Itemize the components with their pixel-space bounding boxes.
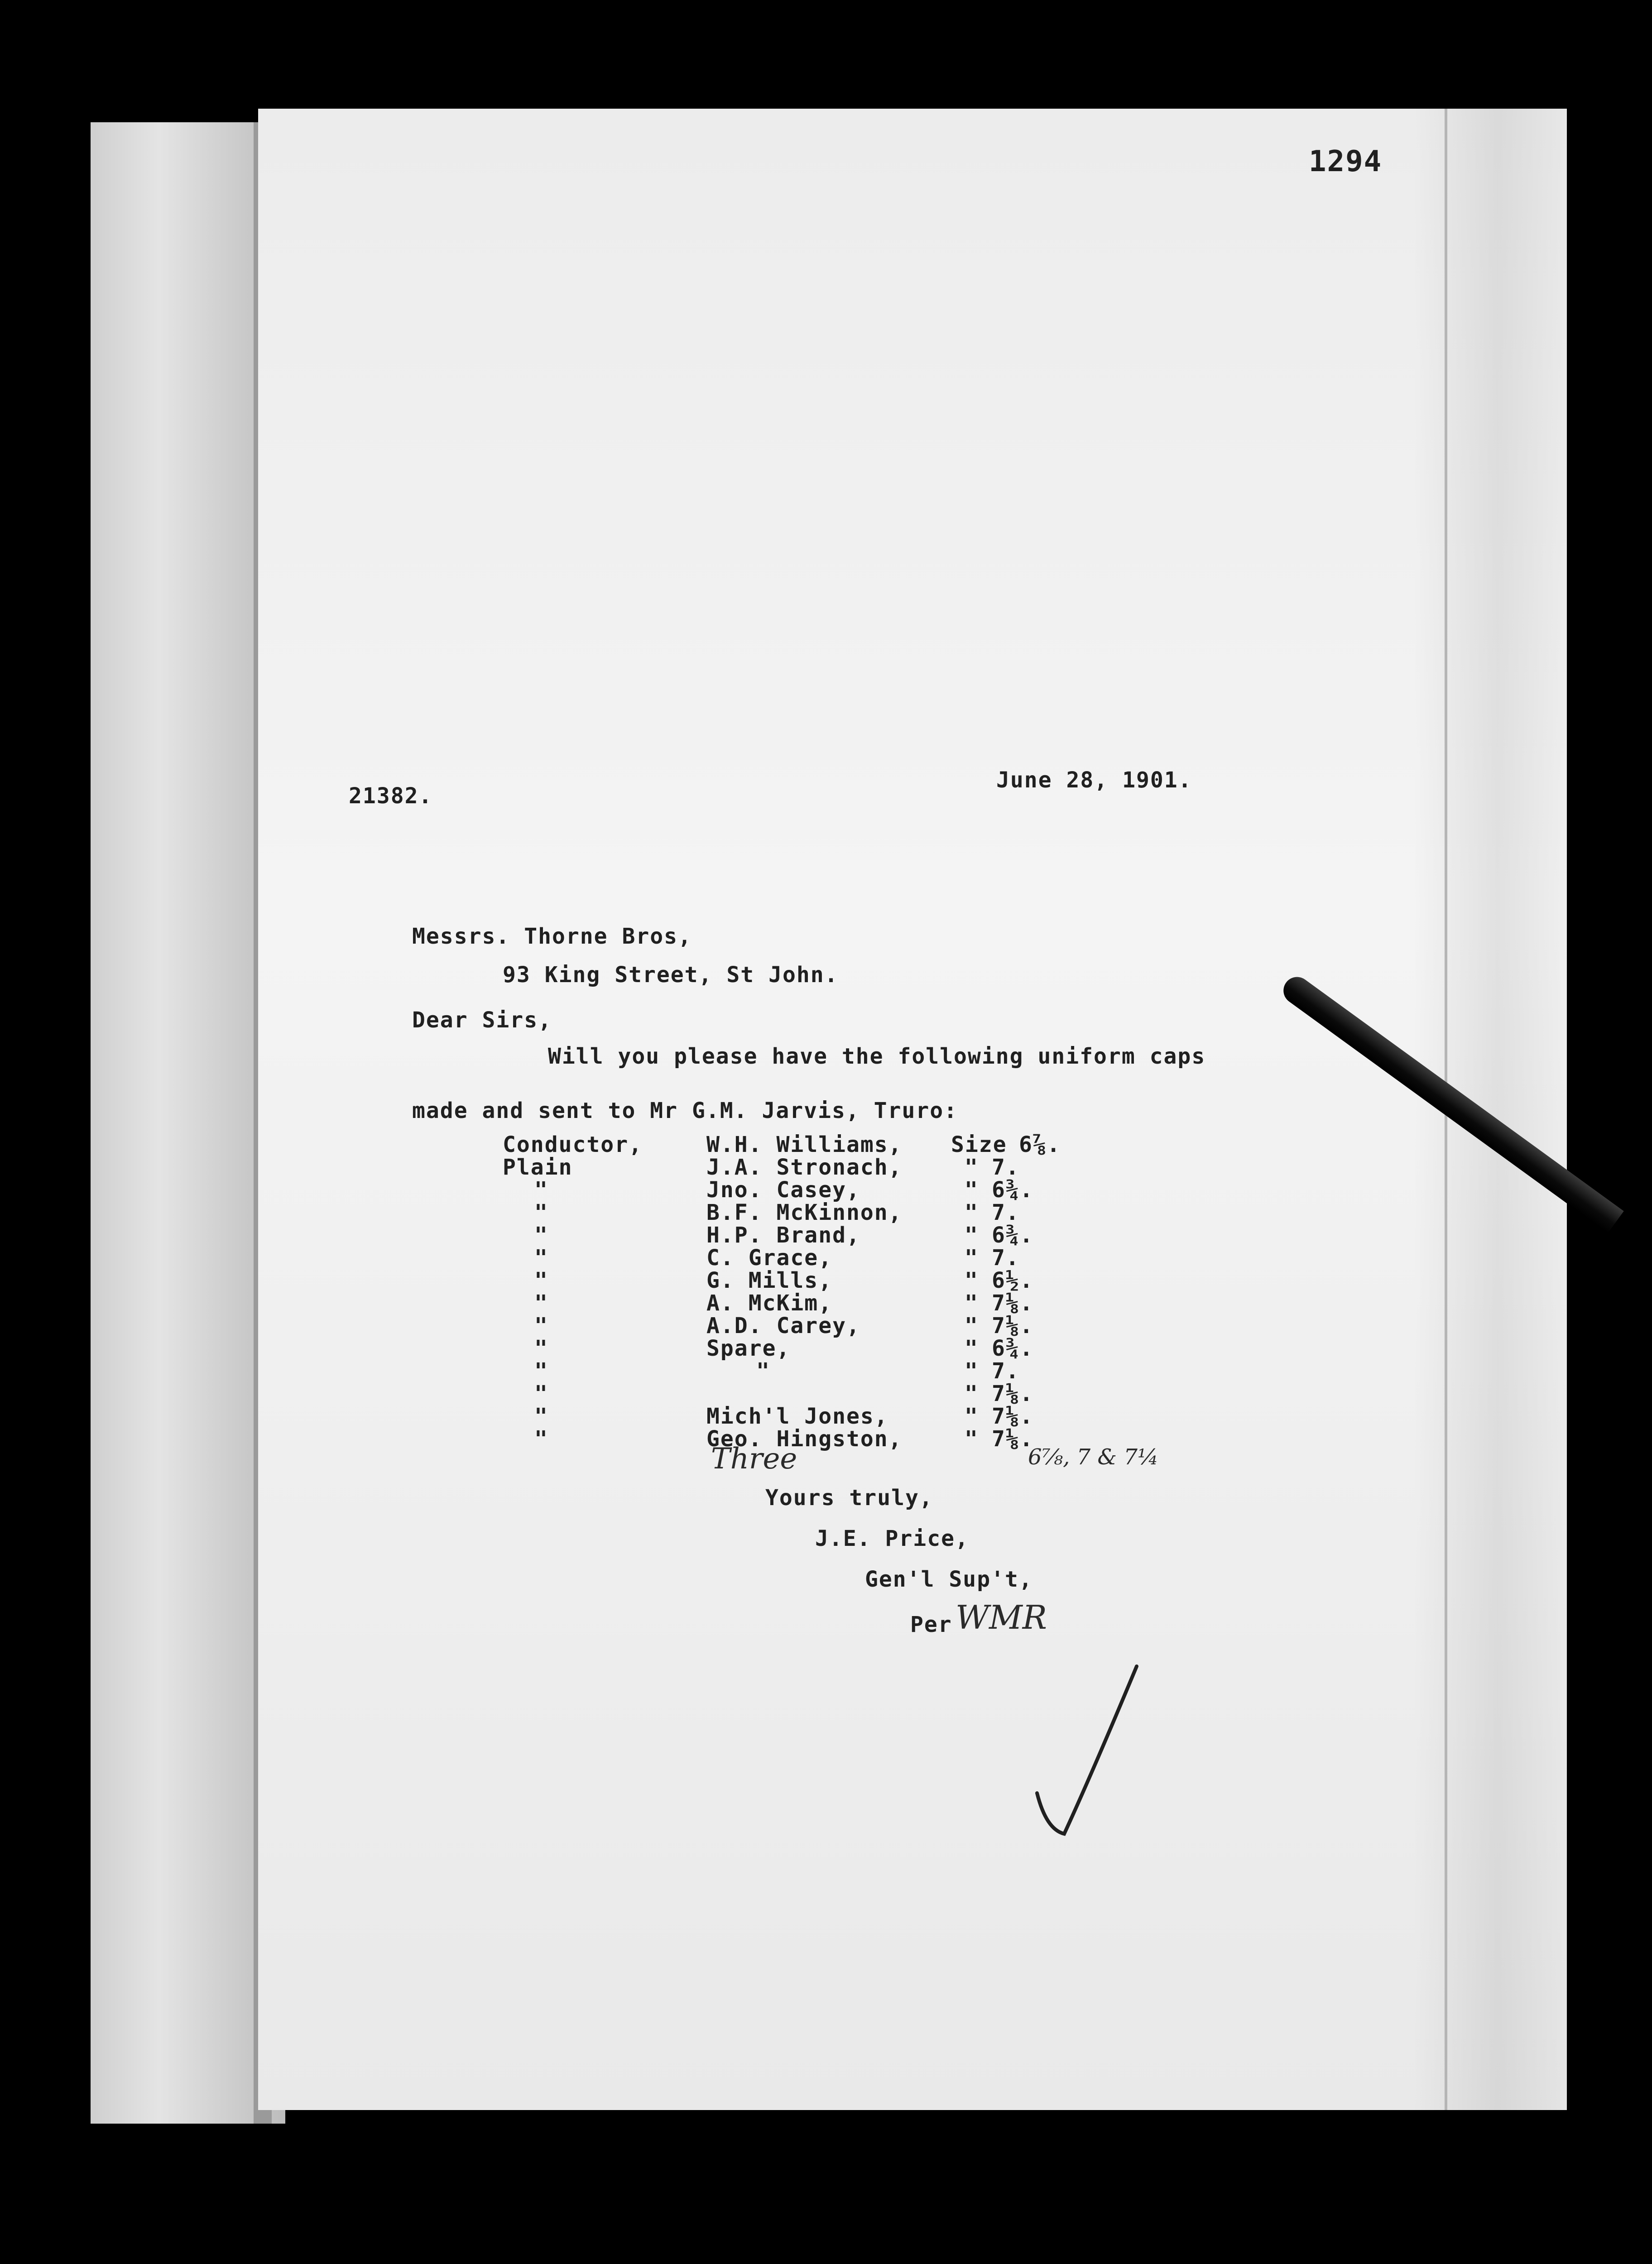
table-cell-left: Plain	[503, 1155, 573, 1180]
table-cell-left: "	[534, 1290, 548, 1316]
table-cell-size: 6¾.	[992, 1223, 1034, 1248]
addressee: Messrs. Thorne Bros,	[412, 924, 692, 949]
ditto-mark: "	[965, 1336, 979, 1361]
ditto-mark: "	[965, 1177, 979, 1203]
page-fold-shadow	[1413, 109, 1567, 2110]
table-cell-left: "	[534, 1336, 548, 1361]
signer-name: J.E. Price,	[815, 1526, 969, 1551]
ditto-mark: "	[965, 1200, 979, 1225]
table-cell-size: 7⅛.	[992, 1381, 1034, 1406]
table-cell-size: 7⅛.	[992, 1404, 1034, 1429]
handwritten-three: Three	[711, 1442, 797, 1476]
table-cell-size: 7⅛.	[992, 1313, 1034, 1338]
table-cell-name: B.F. McKinnon,	[706, 1200, 903, 1225]
body-line-1: Will you please have the following uniform caps	[548, 1044, 1206, 1069]
table-cell-name: A. McKim,	[706, 1290, 833, 1316]
handwritten-initials: WMR	[956, 1598, 1047, 1636]
ditto-mark: "	[965, 1155, 979, 1180]
table-cell-size: 6½.	[992, 1268, 1034, 1293]
ditto-mark: "	[965, 1426, 979, 1452]
ditto-mark: "	[965, 1223, 979, 1248]
ditto-mark: "	[965, 1313, 979, 1338]
closing: Yours truly,	[765, 1485, 933, 1511]
table-cell-size: 7⅛.	[992, 1290, 1034, 1316]
table-cell-size: 6¾.	[992, 1177, 1034, 1203]
table-cell-name: Spare,	[706, 1336, 791, 1361]
table-cell-name: Mich'l Jones,	[706, 1404, 888, 1429]
table-cell-left: "	[534, 1404, 548, 1429]
table-cell-name: A.D. Carey,	[706, 1313, 860, 1338]
table-cell-left: "	[534, 1313, 548, 1338]
street-address: 93 King Street, St John.	[503, 962, 839, 988]
table-cell-name: Jno. Casey,	[706, 1177, 860, 1203]
per-label: Per	[910, 1612, 952, 1637]
body-line-2: made and sent to Mr G.M. Jarvis, Truro:	[412, 1098, 958, 1123]
table-cell-left: "	[534, 1268, 548, 1293]
table-cell-size: 7⅛.	[992, 1426, 1034, 1452]
table-cell-name: Geo. Hingston,	[706, 1426, 903, 1452]
ditto-mark: "	[965, 1268, 979, 1293]
ditto-mark: "	[965, 1404, 979, 1429]
salutation: Dear Sirs,	[412, 1007, 552, 1033]
table-cell-size: 6⅞.	[1019, 1132, 1061, 1157]
table-cell-name: C. Grace,	[706, 1245, 833, 1271]
table-cell-left: Conductor,	[503, 1132, 643, 1157]
table-cell-left: "	[534, 1245, 548, 1271]
letter-page	[258, 109, 1567, 2110]
table-cell-left: "	[534, 1426, 548, 1452]
table-cell-size: 7.	[992, 1200, 1020, 1225]
table-cell-left: "	[534, 1177, 548, 1203]
table-cell-size: 7.	[992, 1155, 1020, 1180]
table-cell-size: 7.	[992, 1245, 1020, 1271]
table-cell-name: H.P. Brand,	[706, 1223, 860, 1248]
ditto-mark: "	[965, 1358, 979, 1384]
ditto-mark: "	[965, 1245, 979, 1271]
table-cell-left: "	[534, 1200, 548, 1225]
table-cell-name: W.H. Williams,	[706, 1132, 903, 1157]
table-cell-size: 6¾.	[992, 1336, 1034, 1361]
letter-date: June 28, 1901.	[996, 767, 1192, 793]
signer-title: Gen'l Sup't,	[865, 1567, 1033, 1592]
table-cell-left: "	[534, 1358, 548, 1384]
ditto-mark: "	[965, 1290, 979, 1316]
table-cell-name: J.A. Stronach,	[706, 1155, 903, 1180]
table-cell-size: 7.	[992, 1358, 1020, 1384]
ditto-mark: "	[965, 1381, 979, 1406]
check-mark-icon	[1028, 1657, 1146, 1847]
page-number: 1294	[1309, 145, 1383, 178]
table-cell-left: "	[534, 1223, 548, 1248]
table-cell-left: "	[534, 1381, 548, 1406]
table-cell-name: "	[756, 1358, 770, 1384]
handwritten-sizes: 6⅞, 7 & 7¼	[1028, 1444, 1159, 1470]
reference-number: 21382.	[349, 783, 433, 809]
size-header: Size	[951, 1132, 1007, 1157]
table-cell-name: G. Mills,	[706, 1268, 833, 1293]
